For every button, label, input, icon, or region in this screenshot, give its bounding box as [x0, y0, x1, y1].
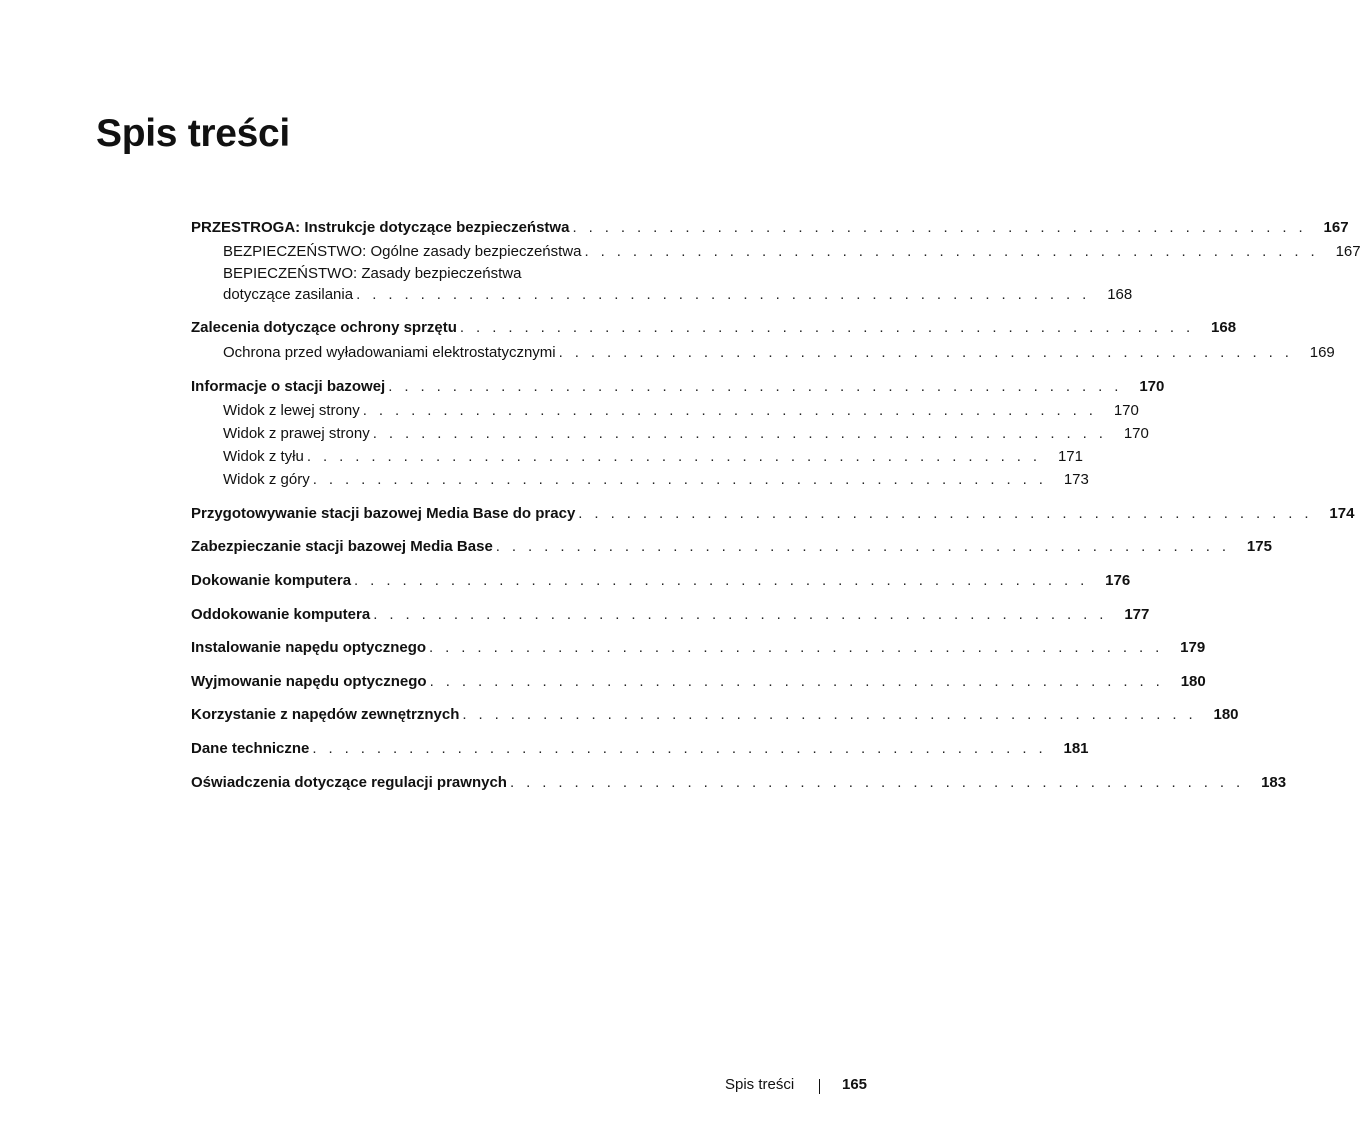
- toc-leader-dots: . . . . . . . . . . . . . . . . . . . . . . . . . . . . . . . . . . . . . . . . . . . . . .: [356, 286, 1091, 303]
- footer-page-number: 165: [842, 1076, 868, 1093]
- toc-entry-label: Widok z tyłu: [223, 448, 304, 465]
- toc-leader-dots: . . . . . . . . . . . . . . . . . . . . . . . . . . . . . . . . . . . . . . . . . . . . . .: [578, 505, 1313, 522]
- toc-entry-page: 170: [1139, 378, 1165, 395]
- toc-entry-label: Wyjmowanie napędu optycznego: [191, 673, 427, 690]
- toc-entry[interactable]: [191, 537, 1272, 557]
- toc-leader-dots: . . . . . . . . . . . . . . . . . . . . . . . . . . . . . . . . . . . . . . . . . . . . . .: [429, 639, 1164, 656]
- toc-entry-page: 180: [1180, 673, 1206, 690]
- toc-leader-dots: . . . . . . . . . . . . . . . . . . . . . . . . . . . . . . . . . . . . . . . . . . . . . .: [429, 673, 1164, 690]
- toc-entry[interactable]: [191, 739, 1089, 759]
- toc-leader-dots: . . . . . . . . . . . . . . . . . . . . . . . . . . . . . . . . . . . . . . . . . . . . . .: [462, 706, 1197, 723]
- toc-entry-label: Widok z lewej strony: [223, 402, 360, 419]
- toc-leader-dots: . . . . . . . . . . . . . . . . . . . . . . . . . . . . . . . . . . . . . . . . . . . . . .: [459, 319, 1195, 336]
- toc-leader-dots: . . . . . . . . . . . . . . . . . . . . . . . . . . . . . . . . . . . . . . . . . . . . . .: [312, 471, 1047, 488]
- toc-entry[interactable]: [191, 218, 1349, 238]
- toc-entry-label: Zalecenia dotyczące ochrony sprzętu: [191, 319, 457, 336]
- toc-entry-label: BEZPIECZEŃSTWO: Ogólne zasady bezpieczeństwa: [223, 243, 582, 260]
- toc-entry-page: 174: [1329, 505, 1355, 522]
- toc-leader-dots: . . . . . . . . . . . . . . . . . . . . . . . . . . . . . . . . . . . . . . . . . . . . . .: [572, 219, 1307, 236]
- toc-entry-label: Dane techniczne: [191, 740, 310, 757]
- toc-entry[interactable]: [191, 638, 1206, 658]
- toc-entry-label: Instalowanie napędu optycznego: [191, 639, 427, 656]
- toc-entry-page: 177: [1124, 606, 1150, 623]
- toc-entry[interactable]: [191, 773, 1287, 793]
- toc-leader-dots: . . . . . . . . . . . . . . . . . . . . . . . . . . . . . . . . . . . . . . . . . . . . . .: [306, 448, 1041, 465]
- toc-entry[interactable]: [191, 605, 1150, 625]
- toc-entry-page: 176: [1105, 572, 1131, 589]
- toc-entry-page: 179: [1180, 639, 1206, 656]
- toc-entry[interactable]: [191, 705, 1239, 725]
- toc-entry-label: Przygotowywanie stacji bazowej Media Base do pracy: [191, 505, 576, 522]
- toc-leader-dots: . . . . . . . . . . . . . . . . . . . . . . . . . . . . . . . . . . . . . . . . . . . . . .: [373, 606, 1108, 623]
- toc-entry-page: 180: [1213, 706, 1239, 723]
- toc-entry[interactable]: [191, 377, 1165, 397]
- toc-leader-dots: . . . . . . . . . . . . . . . . . . . . . . . . . . . . . . . . . . . . . . . . . . . . . .: [362, 402, 1097, 419]
- toc-entry-label: Zabezpieczanie stacji bazowej Media Base: [191, 538, 493, 555]
- toc-entry-page: 167: [1323, 219, 1349, 236]
- toc-leader-dots: . . . . . . . . . . . . . . . . . . . . . . . . . . . . . . . . . . . . . . . . . . . . . .: [312, 740, 1047, 757]
- page-title: Spis treści: [96, 112, 290, 155]
- toc-entry-page: 170: [1113, 402, 1139, 419]
- toc-entry-page: 175: [1246, 538, 1272, 555]
- footer-divider: [819, 1079, 820, 1094]
- toc-subentry[interactable]: [223, 401, 1139, 421]
- toc-entry-page: 168: [1107, 286, 1133, 303]
- toc-subentry[interactable]: [223, 242, 1361, 262]
- toc-entry-label: Dokowanie komputera: [191, 572, 352, 589]
- toc-subentry[interactable]: [223, 285, 1133, 305]
- toc-entry-label: PRZESTROGA: Instrukcje dotyczące bezpieczeństwa: [191, 219, 570, 236]
- toc-entry-page: 169: [1309, 344, 1335, 361]
- toc-entry-page: 183: [1261, 774, 1287, 791]
- toc-leader-dots: . . . . . . . . . . . . . . . . . . . . . . . . . . . . . . . . . . . . . . . . . . . . . .: [372, 425, 1107, 442]
- toc-subentry[interactable]: [223, 343, 1335, 363]
- toc-entry-page: 181: [1063, 740, 1089, 757]
- toc-leader-dots: . . . . . . . . . . . . . . . . . . . . . . . . . . . . . . . . . . . . . . . . . . . . . .: [354, 572, 1089, 589]
- toc-entry[interactable]: [191, 318, 1237, 338]
- toc-leader-dots: . . . . . . . . . . . . . . . . . . . . . . . . . . . . . . . . . . . . . . . . . . . . . .: [388, 378, 1123, 395]
- toc-entry-label: Widok z góry: [223, 471, 310, 488]
- toc-entry[interactable]: [191, 504, 1355, 524]
- toc-entry-page: 173: [1063, 471, 1089, 488]
- toc-subentry[interactable]: [223, 470, 1089, 490]
- toc-entry-label: Korzystanie z napędów zewnętrznych: [191, 706, 460, 723]
- page-footer: [0, 1076, 954, 1098]
- toc-entry[interactable]: [191, 571, 1131, 591]
- toc-entry-page: 171: [1057, 448, 1083, 465]
- toc-entry-page: 168: [1211, 319, 1237, 336]
- toc-entry-label: Informacje o stacji bazowej: [191, 378, 386, 395]
- toc-entry-label: Oddokowanie komputera: [191, 606, 371, 623]
- toc-subentry[interactable]: [223, 447, 1083, 467]
- footer-section-title: Spis treści: [725, 1076, 795, 1093]
- toc-subentry[interactable]: [223, 424, 1149, 444]
- toc-entry-page: 167: [1335, 243, 1361, 260]
- toc-entry-label: Ochrona przed wyładowaniami elektrostatycznymi: [223, 344, 556, 361]
- toc-leader-dots: . . . . . . . . . . . . . . . . . . . . . . . . . . . . . . . . . . . . . . . . . . . . . .: [509, 774, 1245, 791]
- toc-entry-label: Widok z prawej strony: [223, 425, 370, 442]
- toc-entry[interactable]: [191, 672, 1206, 692]
- toc-leader-dots: . . . . . . . . . . . . . . . . . . . . . . . . . . . . . . . . . . . . . . . . . . . . . .: [558, 344, 1293, 361]
- toc-entry-label: Oświadczenia dotyczące regulacji prawnych: [191, 774, 507, 791]
- toc-entry-label: dotyczące zasilania: [223, 286, 354, 303]
- toc-entry-page: 170: [1123, 425, 1149, 442]
- toc-leader-dots: . . . . . . . . . . . . . . . . . . . . . . . . . . . . . . . . . . . . . . . . . . . . . .: [495, 538, 1230, 555]
- toc-leader-dots: . . . . . . . . . . . . . . . . . . . . . . . . . . . . . . . . . . . . . . . . . . . . . .: [584, 243, 1319, 260]
- toc-entry-label-line1: BEPIECZEŃSTWO: Zasady bezpieczeństwa: [223, 265, 522, 282]
